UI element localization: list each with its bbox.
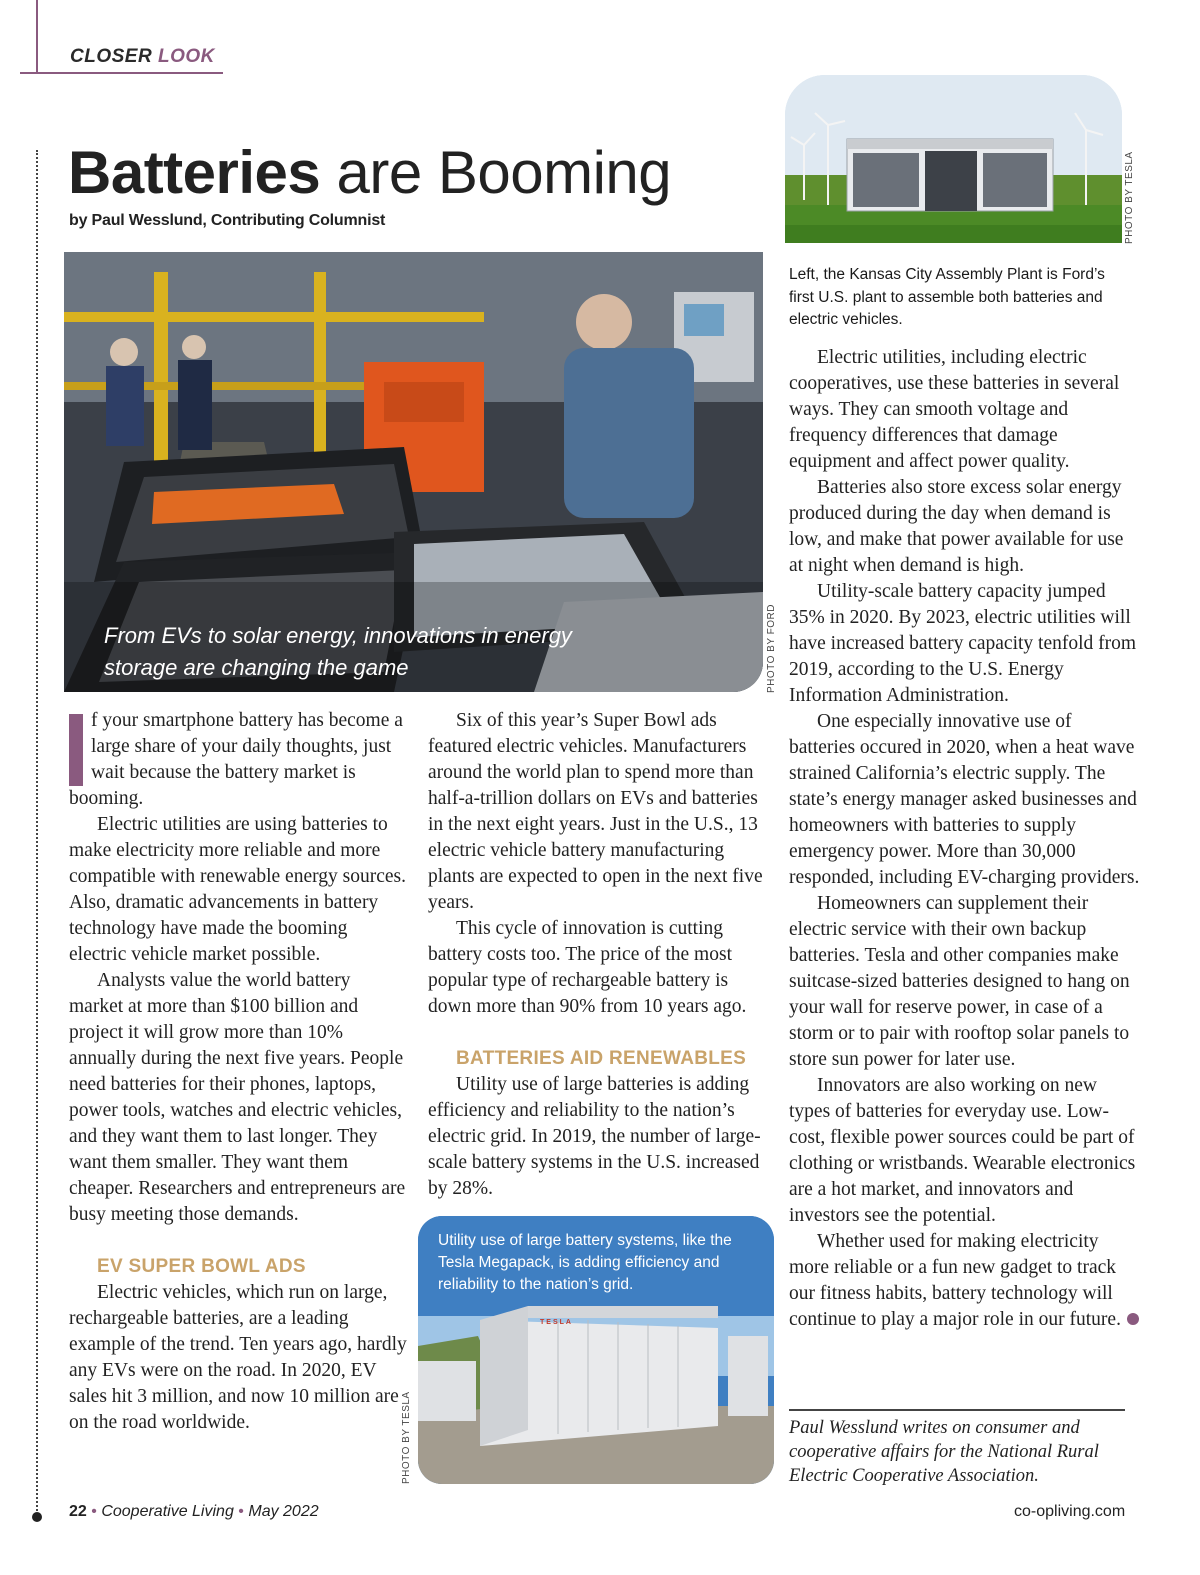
bio-divider bbox=[789, 1409, 1125, 1411]
author-bio: Paul Wesslund writes on consumer and cooperative affairs for the National Rural Electric Cooperative Association. bbox=[789, 1418, 1099, 1486]
hero-caption: From EVs to solar energy, innovations in energy storage are changing the game bbox=[104, 623, 572, 680]
paragraph: This cycle of innovation is cutting battery costs too. The price of the most popular type of rechargeable battery is down more than 90% from 10 years ago. bbox=[428, 918, 747, 1017]
kicker-look: LOOK bbox=[157, 46, 215, 67]
paragraph: Electric utilities are using batteries to make electricity more reliable and more compatible with renewable energy sources. Also, dramatic advancements in battery technology have made the booming electric vehicle market possible. bbox=[69, 814, 406, 965]
paragraph: Analysts value the world battery market at more than $100 billion and project it will grow more than 10% annually during the next five years. People need batteries for their phones, laptops, power tools, watches and electric vehicles, and they want them to last longer. They want them smaller. They want them cheaper. Researchers and entrepreneurs are busy meeting those demands. bbox=[69, 970, 406, 1225]
issue-date: May 2022 bbox=[248, 1503, 319, 1520]
megapack-illustration bbox=[785, 75, 1122, 243]
megapack-caption: Left, the Kansas City Assembly Plant is Ford’s first U.S. plant to assemble both batteries and electric vehicles. bbox=[789, 266, 1105, 328]
article-column-3 bbox=[789, 345, 1141, 1333]
section-heading-batteries-aid: BATTERIES AID RENEWABLES bbox=[456, 1048, 747, 1069]
paragraph-final bbox=[789, 1229, 1141, 1333]
article-column-2 bbox=[428, 708, 768, 1202]
publication-name: Cooperative Living bbox=[101, 1503, 234, 1520]
footer-separator: • bbox=[91, 1503, 97, 1520]
header-vertical-rule bbox=[36, 0, 38, 74]
section-heading-ev-super-bowl: EV SUPER BOWL ADS bbox=[97, 1256, 306, 1277]
title-bold: Batteries bbox=[68, 139, 321, 206]
tesla-brand-mark: TESLA bbox=[540, 1319, 573, 1326]
megapack-row-caption: Utility use of large battery systems, like the Tesla Megapack, is adding efficiency and reliability to the nation’s grid. bbox=[438, 1232, 732, 1293]
article-title bbox=[68, 138, 671, 207]
kicker-closer: CLOSER bbox=[70, 46, 153, 67]
title-rest: are Booming bbox=[320, 139, 672, 206]
end-mark-icon bbox=[1127, 1313, 1139, 1325]
byline: by Paul Wesslund, Contributing Columnist bbox=[69, 212, 386, 229]
paragraph: Electric utilities, including electric cooperatives, use these batteries in several ways. They can smooth voltage and frequency differences that damage equipment and affect power quality. bbox=[789, 347, 1120, 472]
hero-photo-credit: PHOTO BY FORD bbox=[766, 604, 777, 693]
header-underline bbox=[20, 72, 223, 74]
footer-separator: • bbox=[238, 1503, 244, 1520]
paragraph: One especially innovative use of batteries occured in 2020, when a heat wave strained California’s electric supply. The state’s energy manager asked businesses and homeowners with batteries to supply emergency power. More than 30,000 responded, including EV-charging providers. bbox=[789, 711, 1140, 888]
paragraph: Innovators are also working on new types of batteries for everyday use. Low-cost, flexible power sources could be part of clothing or wristbands. Wearable electronics are a hot market, and innovators and investors see the potential. bbox=[789, 1075, 1136, 1226]
article-column-1 bbox=[69, 708, 409, 1436]
final-text: Whether used for making electricity more reliable or a fun new gadget to track our fitness habits, battery technology will continue to play a major role in our future. bbox=[789, 1231, 1121, 1330]
paragraph: Batteries also store excess solar energy produced during the day when demand is low, and make that power available for use at night when demand is high. bbox=[789, 477, 1124, 576]
paragraph: Six of this year’s Super Bowl ads featured electric vehicles. Manufacturers around the world plan to spend more than half-a-trillion dollars on EVs and batteries in the next eight years. Just in the U.S., 13 electric vehicle battery manufacturing plants are expected to open in the next five years. bbox=[428, 710, 763, 913]
margin-dotted-line bbox=[36, 150, 38, 1515]
paragraph: Electric vehicles, which run on large, rechargeable batteries, are a leading example of the trend. Ten years ago, hardly any EVs were on the road. In 2020, EV sales hit 3 million, and now 10 million are on the road worldwide. bbox=[69, 1282, 407, 1433]
paragraph: Utility-scale battery capacity jumped 35% in 2020. By 2023, electric utilities will have increased battery capacity tenfold from 2019, according to the U.S. Energy Information Administration. bbox=[789, 581, 1137, 706]
margin-dot bbox=[32, 1512, 42, 1522]
megapack-row-photo-credit: PHOTO BY TESLA bbox=[401, 1391, 412, 1484]
footer-folio bbox=[69, 1503, 319, 1521]
megapack-photo-credit: PHOTO BY TESLA bbox=[1124, 151, 1135, 244]
section-kicker bbox=[70, 46, 215, 68]
paragraph: Utility use of large batteries is adding efficiency and reliability to the nation’s electric grid. In 2019, the number of large-scale battery systems in the U.S. increased by 28%. bbox=[428, 1074, 761, 1199]
page-number: 22 bbox=[69, 1503, 87, 1520]
megapack-photo bbox=[785, 75, 1122, 243]
paragraph: f your smartphone battery has become a large share of your daily thoughts, just wait because the battery market is booming. bbox=[69, 710, 403, 809]
drop-cap-i bbox=[69, 714, 83, 786]
website-link[interactable]: co-opliving.com bbox=[1014, 1503, 1126, 1520]
paragraph: Homeowners can supplement their electric service with their own backup batteries. Tesla and other companies make suitcase-sized batteries designed to hang on your wall for reserve power, in case of a storm or to pair with rooftop solar panels to store sun power for later use. bbox=[789, 893, 1130, 1070]
